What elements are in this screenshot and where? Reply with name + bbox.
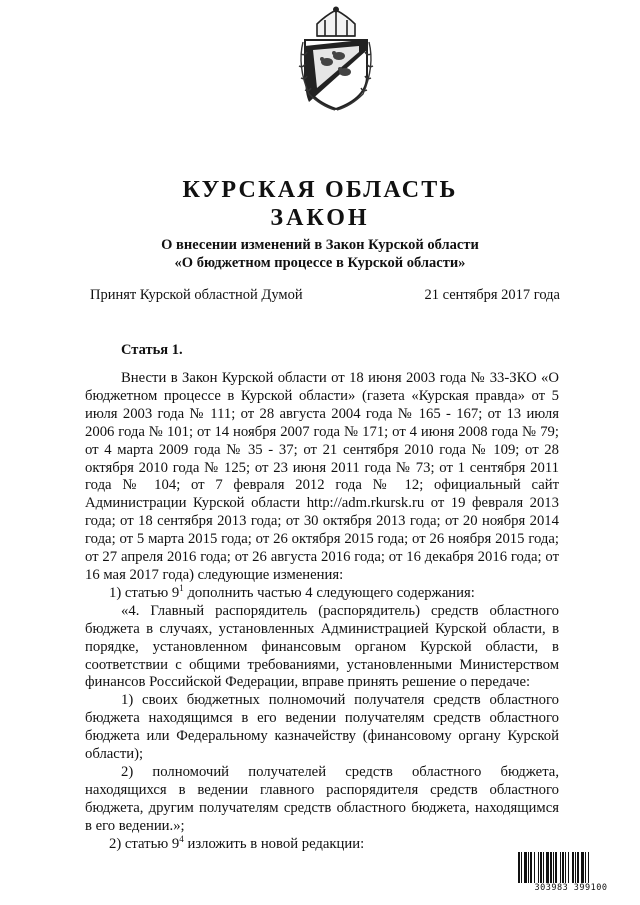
law-title-line-2: «О бюджетном процессе в Курской области» [174,255,466,271]
region-heading: КУРСКАЯ ОБЛАСТЬ [182,177,458,203]
item-1-text: 1) статью 9 [109,584,180,601]
article-heading: Статья 1. [121,342,183,358]
article-body [85,370,559,853]
adopted-by: Принят Курской областной Думой [90,287,303,303]
law-title-line-1: О внесении изменений в Закон Курской области [161,237,479,253]
barcode-number: 303983 399100 [517,883,625,894]
item-1-superscript: 1 [179,582,184,593]
amendment-item-2 [85,833,559,854]
item-1-text-rest: дополнить частью 4 следующего содержания: [183,584,475,601]
document-type-heading: ЗАКОН [270,205,370,231]
article-intro-paragraph: Внести в Закон Курской области от 18 июня 2003 года № 33-ЗКО «О бюджетном процессе в Курской области» (газета «Курская правда» от 5 июля 2003 года № 111; от 28 августа 2004 года № 165 - 167; от 13 июля 2006 года № 101; от 14 ноября 2007 года № 171; от 4 июня 2008 года № 79; от 4 марта 2009 года № 35 - 37; от 21 сентября 2010 года № 109; от 28 октября 2010 года № 125; от 23 июня 2011 года № 73; от 1 сентября 2011 года № 104; от 7 февраля 2012 года № 12; официальный сайт Администрации Курской области http://adm.rkursk.ru от 19 февраля 2013 года; от 18 сентября 2013 года; от 30 октября 2013 года; от 20 ноября 2014 года; от 5 марта 2015 года; от 26 октября 2015 года; от 26 ноября 2015 года; от 27 апреля 2016 года; от 26 августа 2016 года; от 16 декабря 2016 года; от 16 мая 2017 года) следующие изменения: [85,370,559,583]
amendment-item-1 [85,582,559,603]
item-2-superscript: 4 [179,833,184,844]
part-4-paragraph: «4. Главный распорядитель (распорядитель) средств областного бюджета в случаях, установленных Администрацией Курской области, в порядке, установленном финансовым органом Курской области, в соответствии с общими требованиями, установленными Министерством финансов Российской Федерации, вправе принять решение о передаче: [85,602,559,691]
subitem-2-paragraph: 2) полномочий получателей средств областного бюджета, находящихся в ведении главного распорядителя средств областного бюджета, другим получателям средств областного бюджета, находящимся в его ведении.»; [85,763,559,834]
adoption-date: 21 сентября 2017 года [424,287,560,303]
item-2-text: 2) статью 9 [109,835,180,852]
item-2-text-rest: изложить в новой редакции: [183,835,365,852]
subitem-1-paragraph: 1) своих бюджетных полномочий получателя средств областного бюджета находящимся в его ведении получателям средств областного бюджета или Федеральному казначейству (финансовому органу Курской области); [85,692,559,763]
kursk-coat-of-arms-icon [295,6,377,112]
